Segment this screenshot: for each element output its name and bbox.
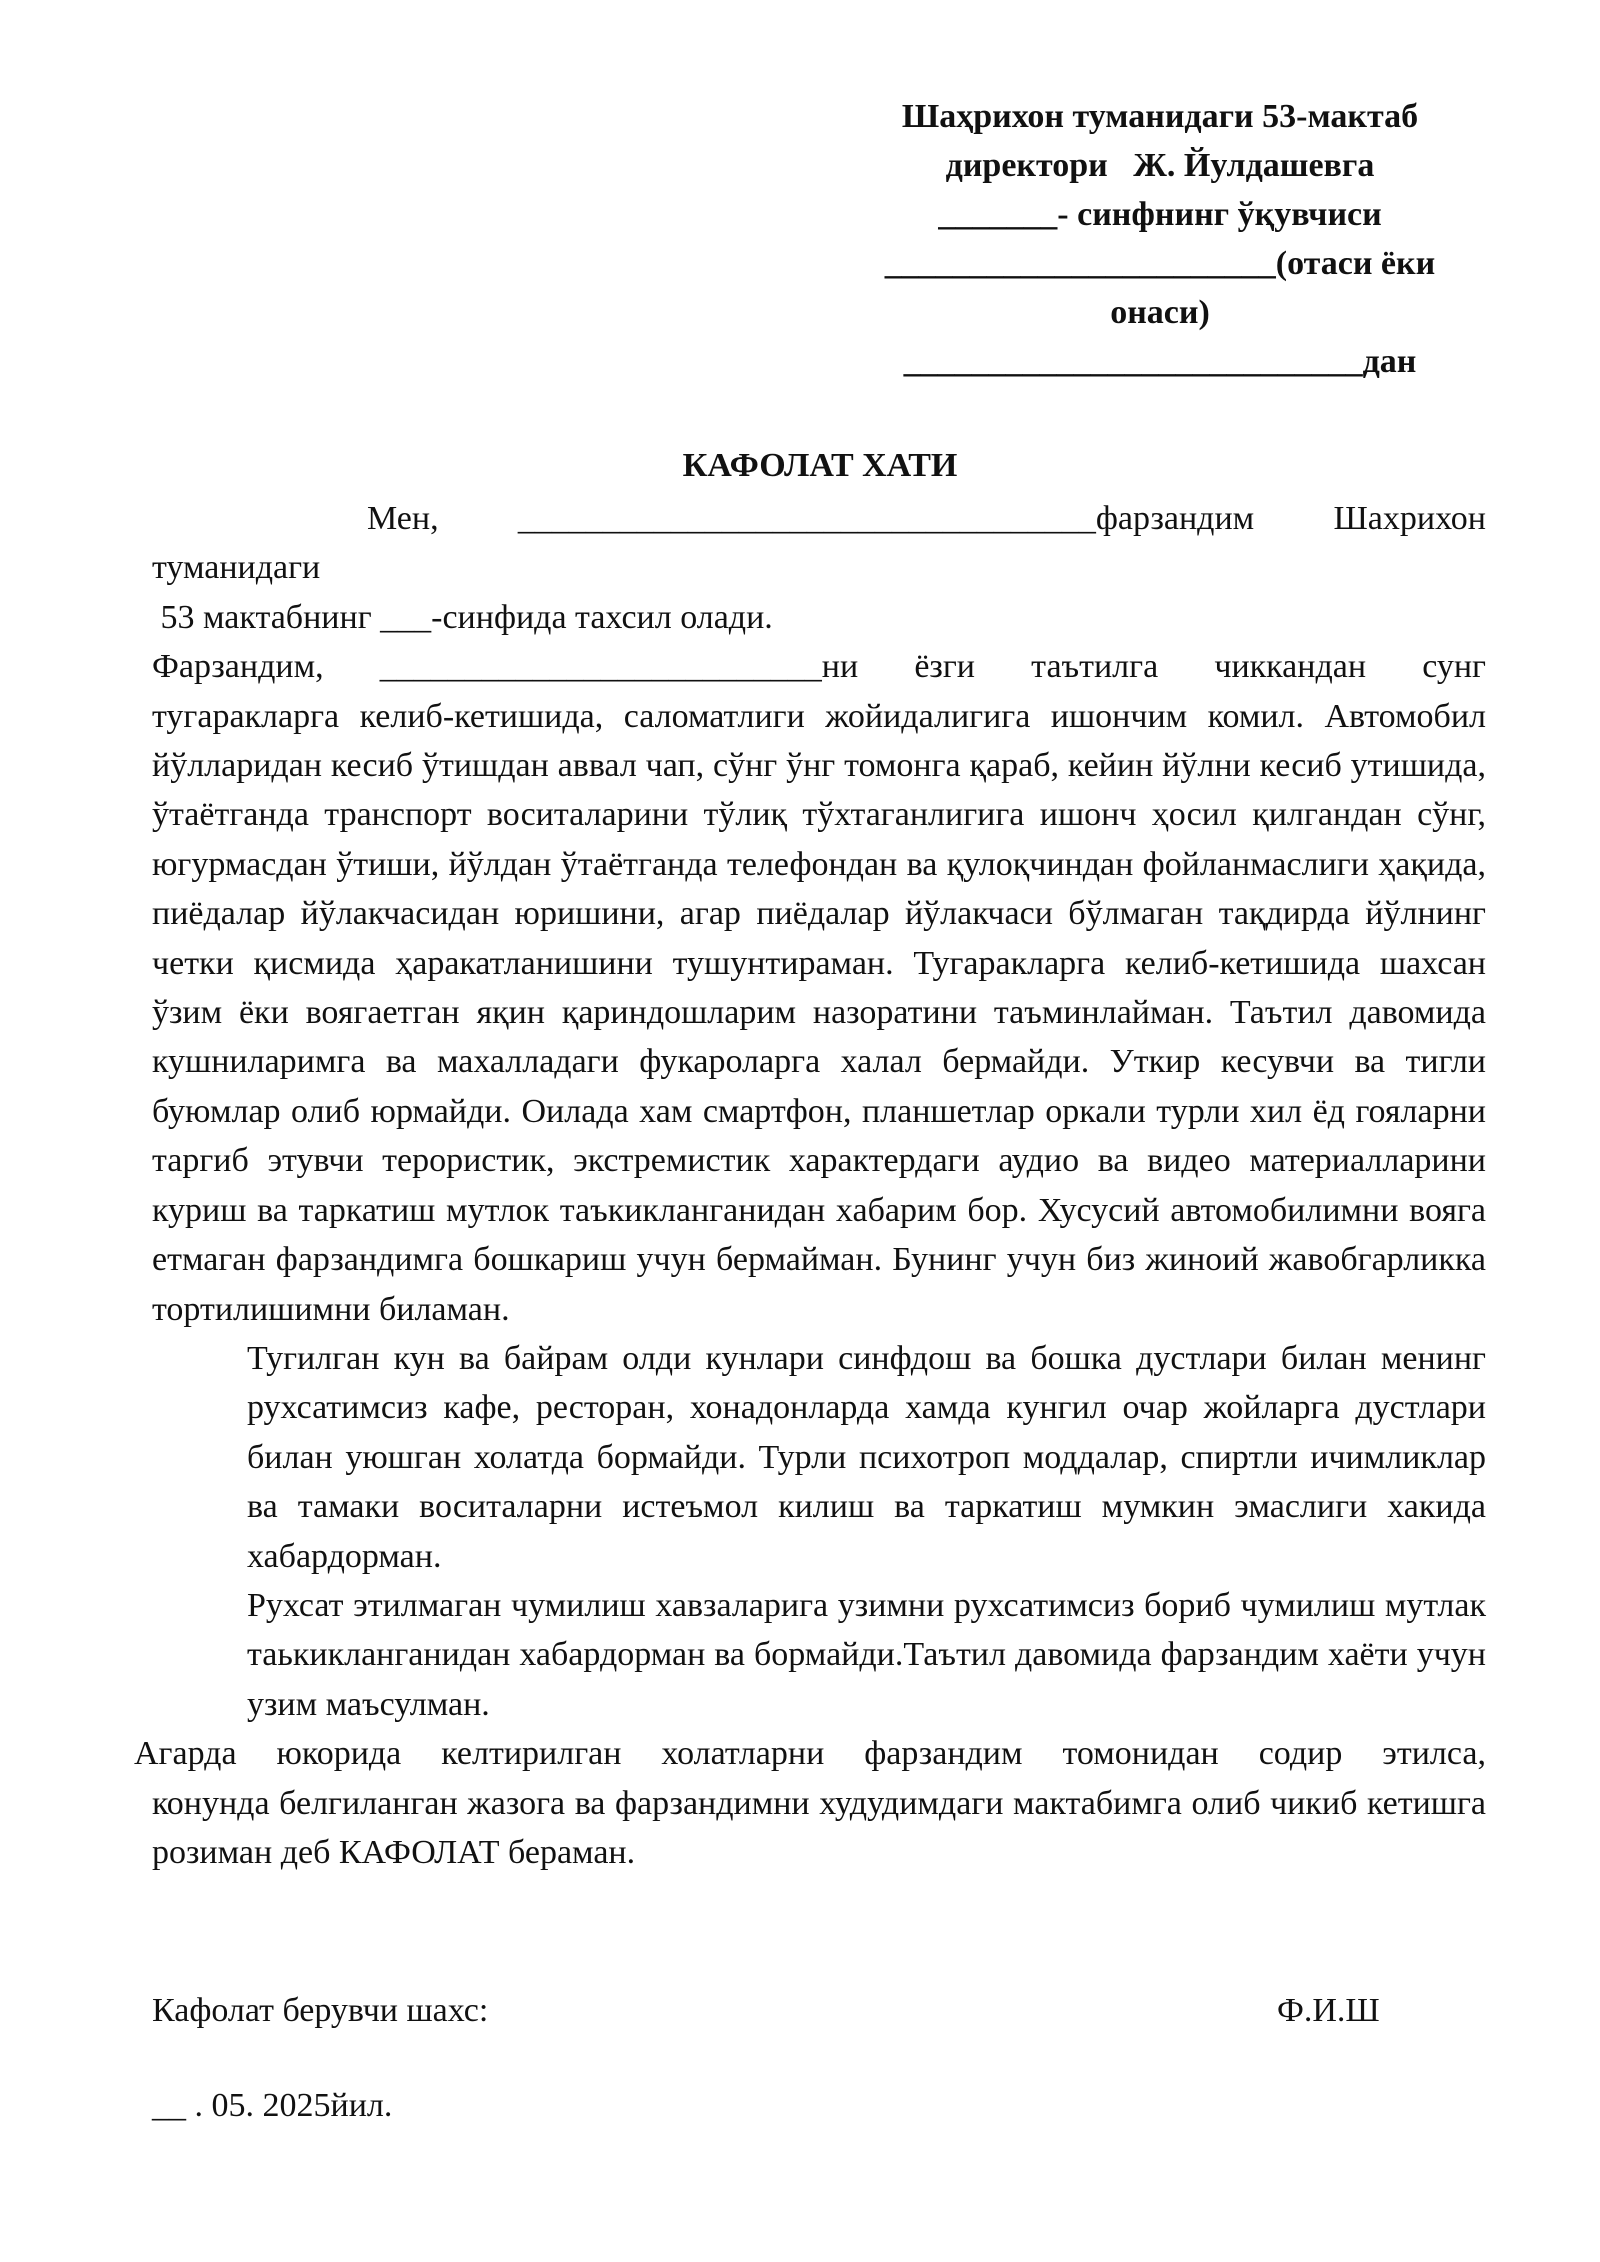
paragraph-3: Рухсат этилмаган чумилиш хавзаларига узимни рухсатимсиз бориб чумилиш мутлак таькикланганидан хабардорман ва бормайди.Таътил давомида фарзандим хаёти учун узим маъсулман. <box>247 1586 1486 1723</box>
paragraph-4: конунда белгиланган жазога ва фарзандимни худудимдаги мактабимга олиб чикиб кетишга розиман деб КАФОЛАТ бераман. <box>152 1784 1486 1871</box>
intro-line-2: туманидаги <box>152 549 321 587</box>
document-body <box>134 494 1486 1877</box>
intro-line-1: Мен, __________________________________фарзандим Шахрихон <box>367 500 1486 537</box>
document-date: __ . 05. 2025йил. <box>152 2087 393 2124</box>
addressee-class-student: _______- синфнинг ўқувчиси <box>938 196 1382 233</box>
addressee-block <box>840 92 1480 386</box>
paragraph-4-first-line: Агарда юкорида келтирилган холатларни фарзандим томонидан содир этилса, <box>134 1735 1486 1773</box>
signature-fio: Ф.И.Ш <box>1277 1992 1380 2029</box>
paragraph-2: Тугилган кун ва байрам олди кунлари синфдош ва бошка дустлари билан менинг рухсатимсиз кафе, ресторан, хонадонларда хамда кунгил очар жойларга дустлари билан уюшган холатда бормайди. Турли психотроп моддалар, спиртли ичимликлар ва тамаки воситаларни истеъмол килиш ва таркатиш мумкин эмаслиги хакида хабардорман. <box>247 1339 1486 1575</box>
paragraph-1: тугаракларга келиб-кетишида, саломатлиги жойидалигига ишончим комил. Автомобил йўлларидан кесиб ўтишдан аввал чап, сўнг ўнг томонга қараб, кейин йўлни кесиб утишида, ўтаётганда транспорт воситаларини тўлиқ тўхтаганлигига ишонч ҳосил қилгандан сўнг, югурмасдан ўтиши, йўлдан ўтаётганда телефондан ва қулоқчиндан фойланмаслиги ҳақида, пиёдалар йўлакчасидан юришини, агар пиёдалар йўлакчаси бўлмаган тақдирда йўлнинг четки қисмида ҳаракатланишини тушунтираман. Тугаракларга келиб-кетишида шахсан ўзим ёки воягаетган яқин қариндошларим назоратини таъминлайман. Таътил давомида кушниларимга ва махалладаги фукароларга халал бермайди. Уткир кесувчи ва тигли буюмлар олиб юрмайди. Оилада хам смартфон, планшетлар оркали турли хил ёд гояларни таргиб этувчи терористик, экстремистик характердаги аудио ва видео материалларини куриш ва таркатиш мутлок таъкикланганидан хабарим бор. Хусусий автомобилимни вояга етмаган фарзандимга бошкариш учун бермайман. Бунинг учун биз жиноий жавобгарликка тортилишимни биламан. <box>152 697 1486 1328</box>
addressee-director: директори Ж. Йулдашевга <box>945 147 1375 184</box>
document-title: КАФОЛАТ ХАТИ <box>682 447 958 484</box>
addressee-parent-blank: _______________________(отаси ёки <box>884 245 1436 282</box>
intro-line-3: 53 мактабнинг ___-синфида тахсил олади. <box>152 598 773 636</box>
addressee-from-blank: ___________________________дан <box>903 343 1417 380</box>
addressee-school: Шаҳрихон туманидаги 53-мактаб <box>901 98 1419 135</box>
signature-label: Кафолат берувчи шахс: <box>152 1992 489 2029</box>
addressee-parent-label: онаси) <box>1110 294 1210 331</box>
paragraph-1-first-line: Фарзандим, __________________________ни ёзги таътилга чиккандан сунг <box>152 648 1486 686</box>
